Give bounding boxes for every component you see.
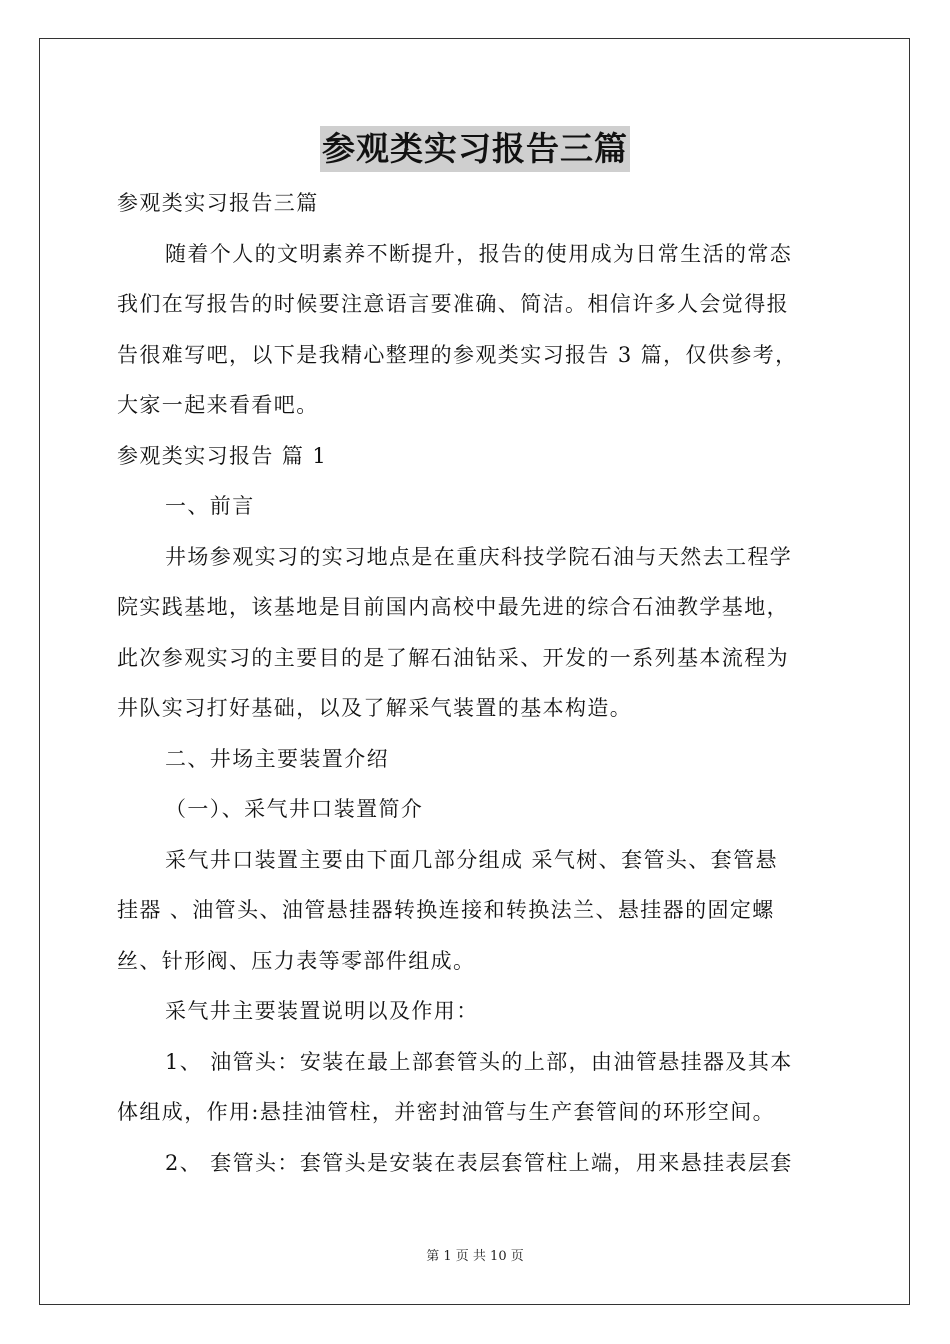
text-line: 2、 套管头：套管头是安装在表层套管柱上端，用来悬挂表层套 <box>165 1150 793 1175</box>
text-line: 体组成，作用:悬挂油管柱，并密封油管与生产套管间的环形空间。 <box>117 1100 776 1124</box>
text-line: 大家一起来看看吧。 <box>117 393 319 417</box>
subsection-heading: 一、前言 <box>165 494 255 518</box>
title-container <box>0 126 950 172</box>
subsection-heading: （一）、采气井口装置简介 <box>165 797 424 821</box>
document-body <box>117 178 833 1188</box>
text-line: 井场参观实习的实习地点是在重庆科技学院石油与天然去工程学 <box>165 544 793 569</box>
text-line: 丝、针形阀、压力表等零部件组成。 <box>117 948 476 973</box>
text-line: 我们在写报告的时候要注意语言要准确、简洁。相信许多人会觉得报 <box>117 292 789 316</box>
text-line-subtitle: 参观类实习报告三篇 <box>117 191 319 215</box>
text-line: 井队实习打好基础，以及了解采气装置的基本构造。 <box>117 696 633 720</box>
text-line: 随着个人的文明素养不断提升，报告的使用成为日常生活的常态 <box>165 241 793 266</box>
text-line: 此次参观实习的主要目的是了解石油钻采、开发的一系列基本流程为 <box>117 645 789 670</box>
text-line: 挂器 、油管头、油管悬挂器转换连接和转换法兰、悬挂器的固定螺 <box>117 898 775 922</box>
text-line: 告很难写吧，以下是我精心整理的参观类实习报告 3 篇，仅供参考， <box>117 342 798 367</box>
text-line: 采气井主要装置说明以及作用： <box>165 999 479 1023</box>
section-heading: 参观类实习报告 篇 1 <box>117 443 328 468</box>
text-line: 1、 油管头：安装在最上部套管头的上部，由油管悬挂器及其本 <box>165 1049 793 1074</box>
document-title: 参观类实习报告三篇 <box>320 126 630 172</box>
page-footer: 第 1 页 共 10 页 <box>426 1249 524 1264</box>
subsection-heading: 二、井场主要装置介绍 <box>165 746 389 771</box>
text-line: 院实践基地，该基地是目前国内高校中最先进的综合石油教学基地， <box>117 595 789 619</box>
text-line: 采气井口装置主要由下面几部分组成 采气树、套管头、套管悬 <box>165 847 778 872</box>
